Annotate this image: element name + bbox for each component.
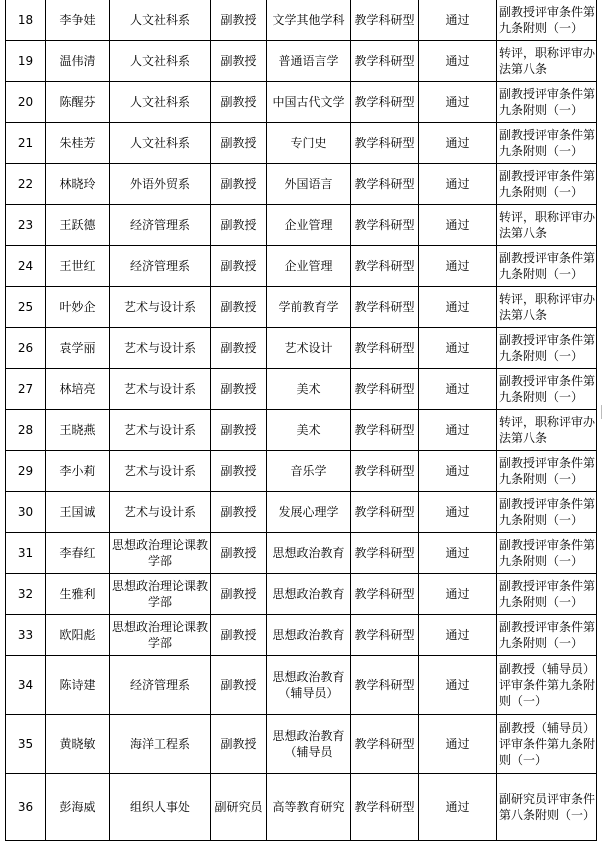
department-cell: 人文社科系 xyxy=(110,0,211,41)
type-cell: 教学科研型 xyxy=(351,774,419,841)
table-row xyxy=(6,774,597,841)
condition-cell: 副教授评审条件第九条附则（一） xyxy=(497,0,597,41)
condition-cell: 副教授评审条件第九条附则（一） xyxy=(497,123,597,164)
condition-cell: 副教授评审条件第九条附则（一） xyxy=(497,164,597,205)
condition-cell: 副教授评审条件第九条附则（一） xyxy=(497,369,597,410)
result-cell: 通过 xyxy=(419,328,497,369)
condition-cell: 副教授评审条件第九条附则（一） xyxy=(497,533,597,574)
row-number-cell: 25 xyxy=(6,287,46,328)
condition-cell: 副教授评审条件第九条附则（一） xyxy=(497,82,597,123)
condition-cell: 副教授评审条件第九条附则（一） xyxy=(497,246,597,287)
row-number-cell: 30 xyxy=(6,492,46,533)
discipline-cell: 中国古代文学 xyxy=(267,82,351,123)
condition-cell: 副教授（辅导员）评审条件第九条附则（一） xyxy=(497,656,597,715)
title-cell: 副教授 xyxy=(211,0,267,41)
table-row xyxy=(6,205,597,246)
table-row xyxy=(6,369,597,410)
table-body xyxy=(6,0,597,841)
title-cell: 副教授 xyxy=(211,82,267,123)
discipline-cell: 思想政治教育（辅导员） xyxy=(267,656,351,715)
name-cell: 生雅利 xyxy=(46,574,110,615)
result-cell: 通过 xyxy=(419,715,497,774)
result-cell: 通过 xyxy=(419,369,497,410)
department-cell: 人文社科系 xyxy=(110,41,211,82)
row-number-cell: 21 xyxy=(6,123,46,164)
title-cell: 副教授 xyxy=(211,369,267,410)
table-row xyxy=(6,451,597,492)
discipline-cell: 文学其他学科 xyxy=(267,0,351,41)
row-number-cell: 23 xyxy=(6,205,46,246)
type-cell: 教学科研型 xyxy=(351,287,419,328)
condition-cell: 转评，职称评审办法第八条 xyxy=(497,287,597,328)
condition-cell: 转评，职称评审办法第八条 xyxy=(497,41,597,82)
result-cell: 通过 xyxy=(419,82,497,123)
type-cell: 教学科研型 xyxy=(351,533,419,574)
department-cell: 组织人事处 xyxy=(110,774,211,841)
name-cell: 林晓玲 xyxy=(46,164,110,205)
result-cell: 通过 xyxy=(419,205,497,246)
row-number-cell: 19 xyxy=(6,41,46,82)
condition-cell: 副教授评审条件第九条附则（一） xyxy=(497,451,597,492)
title-cell: 副教授 xyxy=(211,410,267,451)
department-cell: 思想政治理论课教学部 xyxy=(110,574,211,615)
discipline-cell: 高等教育研究 xyxy=(267,774,351,841)
title-cell: 副教授 xyxy=(211,205,267,246)
condition-cell: 转评，职称评审办法第八条 xyxy=(497,205,597,246)
table-row xyxy=(6,123,597,164)
type-cell: 教学科研型 xyxy=(351,164,419,205)
discipline-cell: 美术 xyxy=(267,410,351,451)
condition-cell: 副研究员评审条件第八条附则（一） xyxy=(497,774,597,841)
department-cell: 人文社科系 xyxy=(110,82,211,123)
type-cell: 教学科研型 xyxy=(351,328,419,369)
table-row xyxy=(6,164,597,205)
title-cell: 副教授 xyxy=(211,164,267,205)
title-cell: 副教授 xyxy=(211,492,267,533)
type-cell: 教学科研型 xyxy=(351,656,419,715)
name-cell: 叶妙企 xyxy=(46,287,110,328)
row-number-cell: 33 xyxy=(6,615,46,656)
title-cell: 副教授 xyxy=(211,715,267,774)
type-cell: 教学科研型 xyxy=(351,369,419,410)
name-cell: 王世红 xyxy=(46,246,110,287)
result-cell: 通过 xyxy=(419,492,497,533)
result-cell: 通过 xyxy=(419,0,497,41)
row-number-cell: 31 xyxy=(6,533,46,574)
row-number-cell: 26 xyxy=(6,328,46,369)
result-cell: 通过 xyxy=(419,41,497,82)
name-cell: 彭海威 xyxy=(46,774,110,841)
condition-cell: 副教授评审条件第九条附则（一） xyxy=(497,574,597,615)
discipline-cell: 思想政治教育 xyxy=(267,533,351,574)
title-cell: 副教授 xyxy=(211,123,267,164)
condition-cell: 副教授（辅导员）评审条件第九条附则（一） xyxy=(497,715,597,774)
result-cell: 通过 xyxy=(419,656,497,715)
discipline-cell: 思想政治教育 xyxy=(267,615,351,656)
condition-cell: 副教授评审条件第九条附则（一） xyxy=(497,492,597,533)
discipline-cell: 外国语言 xyxy=(267,164,351,205)
type-cell: 教学科研型 xyxy=(351,715,419,774)
name-cell: 李争娃 xyxy=(46,0,110,41)
table-row xyxy=(6,410,597,451)
result-cell: 通过 xyxy=(419,451,497,492)
result-cell: 通过 xyxy=(419,246,497,287)
name-cell: 王跃德 xyxy=(46,205,110,246)
type-cell: 教学科研型 xyxy=(351,41,419,82)
name-cell: 林培亮 xyxy=(46,369,110,410)
row-number-cell: 18 xyxy=(6,0,46,41)
title-cell: 副教授 xyxy=(211,246,267,287)
discipline-cell: 艺术设计 xyxy=(267,328,351,369)
title-cell: 副教授 xyxy=(211,656,267,715)
name-cell: 朱桂芳 xyxy=(46,123,110,164)
title-cell: 副教授 xyxy=(211,615,267,656)
type-cell: 教学科研型 xyxy=(351,246,419,287)
row-number-cell: 36 xyxy=(6,774,46,841)
result-cell: 通过 xyxy=(419,574,497,615)
discipline-cell: 专门史 xyxy=(267,123,351,164)
name-cell: 陈醒芬 xyxy=(46,82,110,123)
type-cell: 教学科研型 xyxy=(351,492,419,533)
row-number-cell: 28 xyxy=(6,410,46,451)
result-cell: 通过 xyxy=(419,410,497,451)
row-number-cell: 32 xyxy=(6,574,46,615)
table-row xyxy=(6,656,597,715)
name-cell: 李春红 xyxy=(46,533,110,574)
result-cell: 通过 xyxy=(419,123,497,164)
type-cell: 教学科研型 xyxy=(351,82,419,123)
type-cell: 教学科研型 xyxy=(351,574,419,615)
title-cell: 副教授 xyxy=(211,451,267,492)
name-cell: 李小莉 xyxy=(46,451,110,492)
title-cell: 副教授 xyxy=(211,41,267,82)
department-cell: 艺术与设计系 xyxy=(110,328,211,369)
type-cell: 教学科研型 xyxy=(351,205,419,246)
department-cell: 艺术与设计系 xyxy=(110,451,211,492)
table-row xyxy=(6,82,597,123)
discipline-cell: 思想政治教育（辅导员 xyxy=(267,715,351,774)
department-cell: 思想政治理论课教学部 xyxy=(110,533,211,574)
table-row xyxy=(6,615,597,656)
name-cell: 王国诚 xyxy=(46,492,110,533)
department-cell: 海洋工程系 xyxy=(110,715,211,774)
table-row xyxy=(6,533,597,574)
name-cell: 黄晓敏 xyxy=(46,715,110,774)
row-number-cell: 35 xyxy=(6,715,46,774)
discipline-cell: 普通语言学 xyxy=(267,41,351,82)
department-cell: 外语外贸系 xyxy=(110,164,211,205)
department-cell: 思想政治理论课教学部 xyxy=(110,615,211,656)
discipline-cell: 企业管理 xyxy=(267,246,351,287)
title-cell: 副教授 xyxy=(211,328,267,369)
department-cell: 艺术与设计系 xyxy=(110,492,211,533)
discipline-cell: 思想政治教育 xyxy=(267,574,351,615)
title-cell: 副教授 xyxy=(211,533,267,574)
department-cell: 艺术与设计系 xyxy=(110,369,211,410)
row-number-cell: 27 xyxy=(6,369,46,410)
table-row xyxy=(6,0,597,41)
department-cell: 艺术与设计系 xyxy=(110,410,211,451)
department-cell: 艺术与设计系 xyxy=(110,287,211,328)
title-cell: 副研究员 xyxy=(211,774,267,841)
department-cell: 人文社科系 xyxy=(110,123,211,164)
name-cell: 温伟清 xyxy=(46,41,110,82)
table-row xyxy=(6,287,597,328)
condition-cell: 副教授评审条件第九条附则（一） xyxy=(497,328,597,369)
sheet-edge-marker xyxy=(601,405,605,419)
result-cell: 通过 xyxy=(419,615,497,656)
department-cell: 经济管理系 xyxy=(110,205,211,246)
discipline-cell: 发展心理学 xyxy=(267,492,351,533)
department-cell: 经济管理系 xyxy=(110,246,211,287)
condition-cell: 转评，职称评审办法第八条 xyxy=(497,410,597,451)
table-row xyxy=(6,574,597,615)
name-cell: 陈诗建 xyxy=(46,656,110,715)
discipline-cell: 企业管理 xyxy=(267,205,351,246)
type-cell: 教学科研型 xyxy=(351,451,419,492)
type-cell: 教学科研型 xyxy=(351,410,419,451)
type-cell: 教学科研型 xyxy=(351,615,419,656)
type-cell: 教学科研型 xyxy=(351,123,419,164)
table-row xyxy=(6,246,597,287)
name-cell: 欧阳彪 xyxy=(46,615,110,656)
results-table xyxy=(5,0,597,841)
row-number-cell: 34 xyxy=(6,656,46,715)
title-cell: 副教授 xyxy=(211,287,267,328)
name-cell: 袁学丽 xyxy=(46,328,110,369)
result-cell: 通过 xyxy=(419,287,497,328)
row-number-cell: 20 xyxy=(6,82,46,123)
table-row xyxy=(6,492,597,533)
condition-cell: 副教授评审条件第九条附则（一） xyxy=(497,615,597,656)
result-cell: 通过 xyxy=(419,774,497,841)
discipline-cell: 音乐学 xyxy=(267,451,351,492)
title-cell: 副教授 xyxy=(211,574,267,615)
table-row xyxy=(6,41,597,82)
name-cell: 王晓燕 xyxy=(46,410,110,451)
result-cell: 通过 xyxy=(419,164,497,205)
table-row xyxy=(6,715,597,774)
type-cell: 教学科研型 xyxy=(351,0,419,41)
discipline-cell: 美术 xyxy=(267,369,351,410)
result-cell: 通过 xyxy=(419,533,497,574)
discipline-cell: 学前教育学 xyxy=(267,287,351,328)
row-number-cell: 24 xyxy=(6,246,46,287)
department-cell: 经济管理系 xyxy=(110,656,211,715)
row-number-cell: 29 xyxy=(6,451,46,492)
row-number-cell: 22 xyxy=(6,164,46,205)
table-row xyxy=(6,328,597,369)
